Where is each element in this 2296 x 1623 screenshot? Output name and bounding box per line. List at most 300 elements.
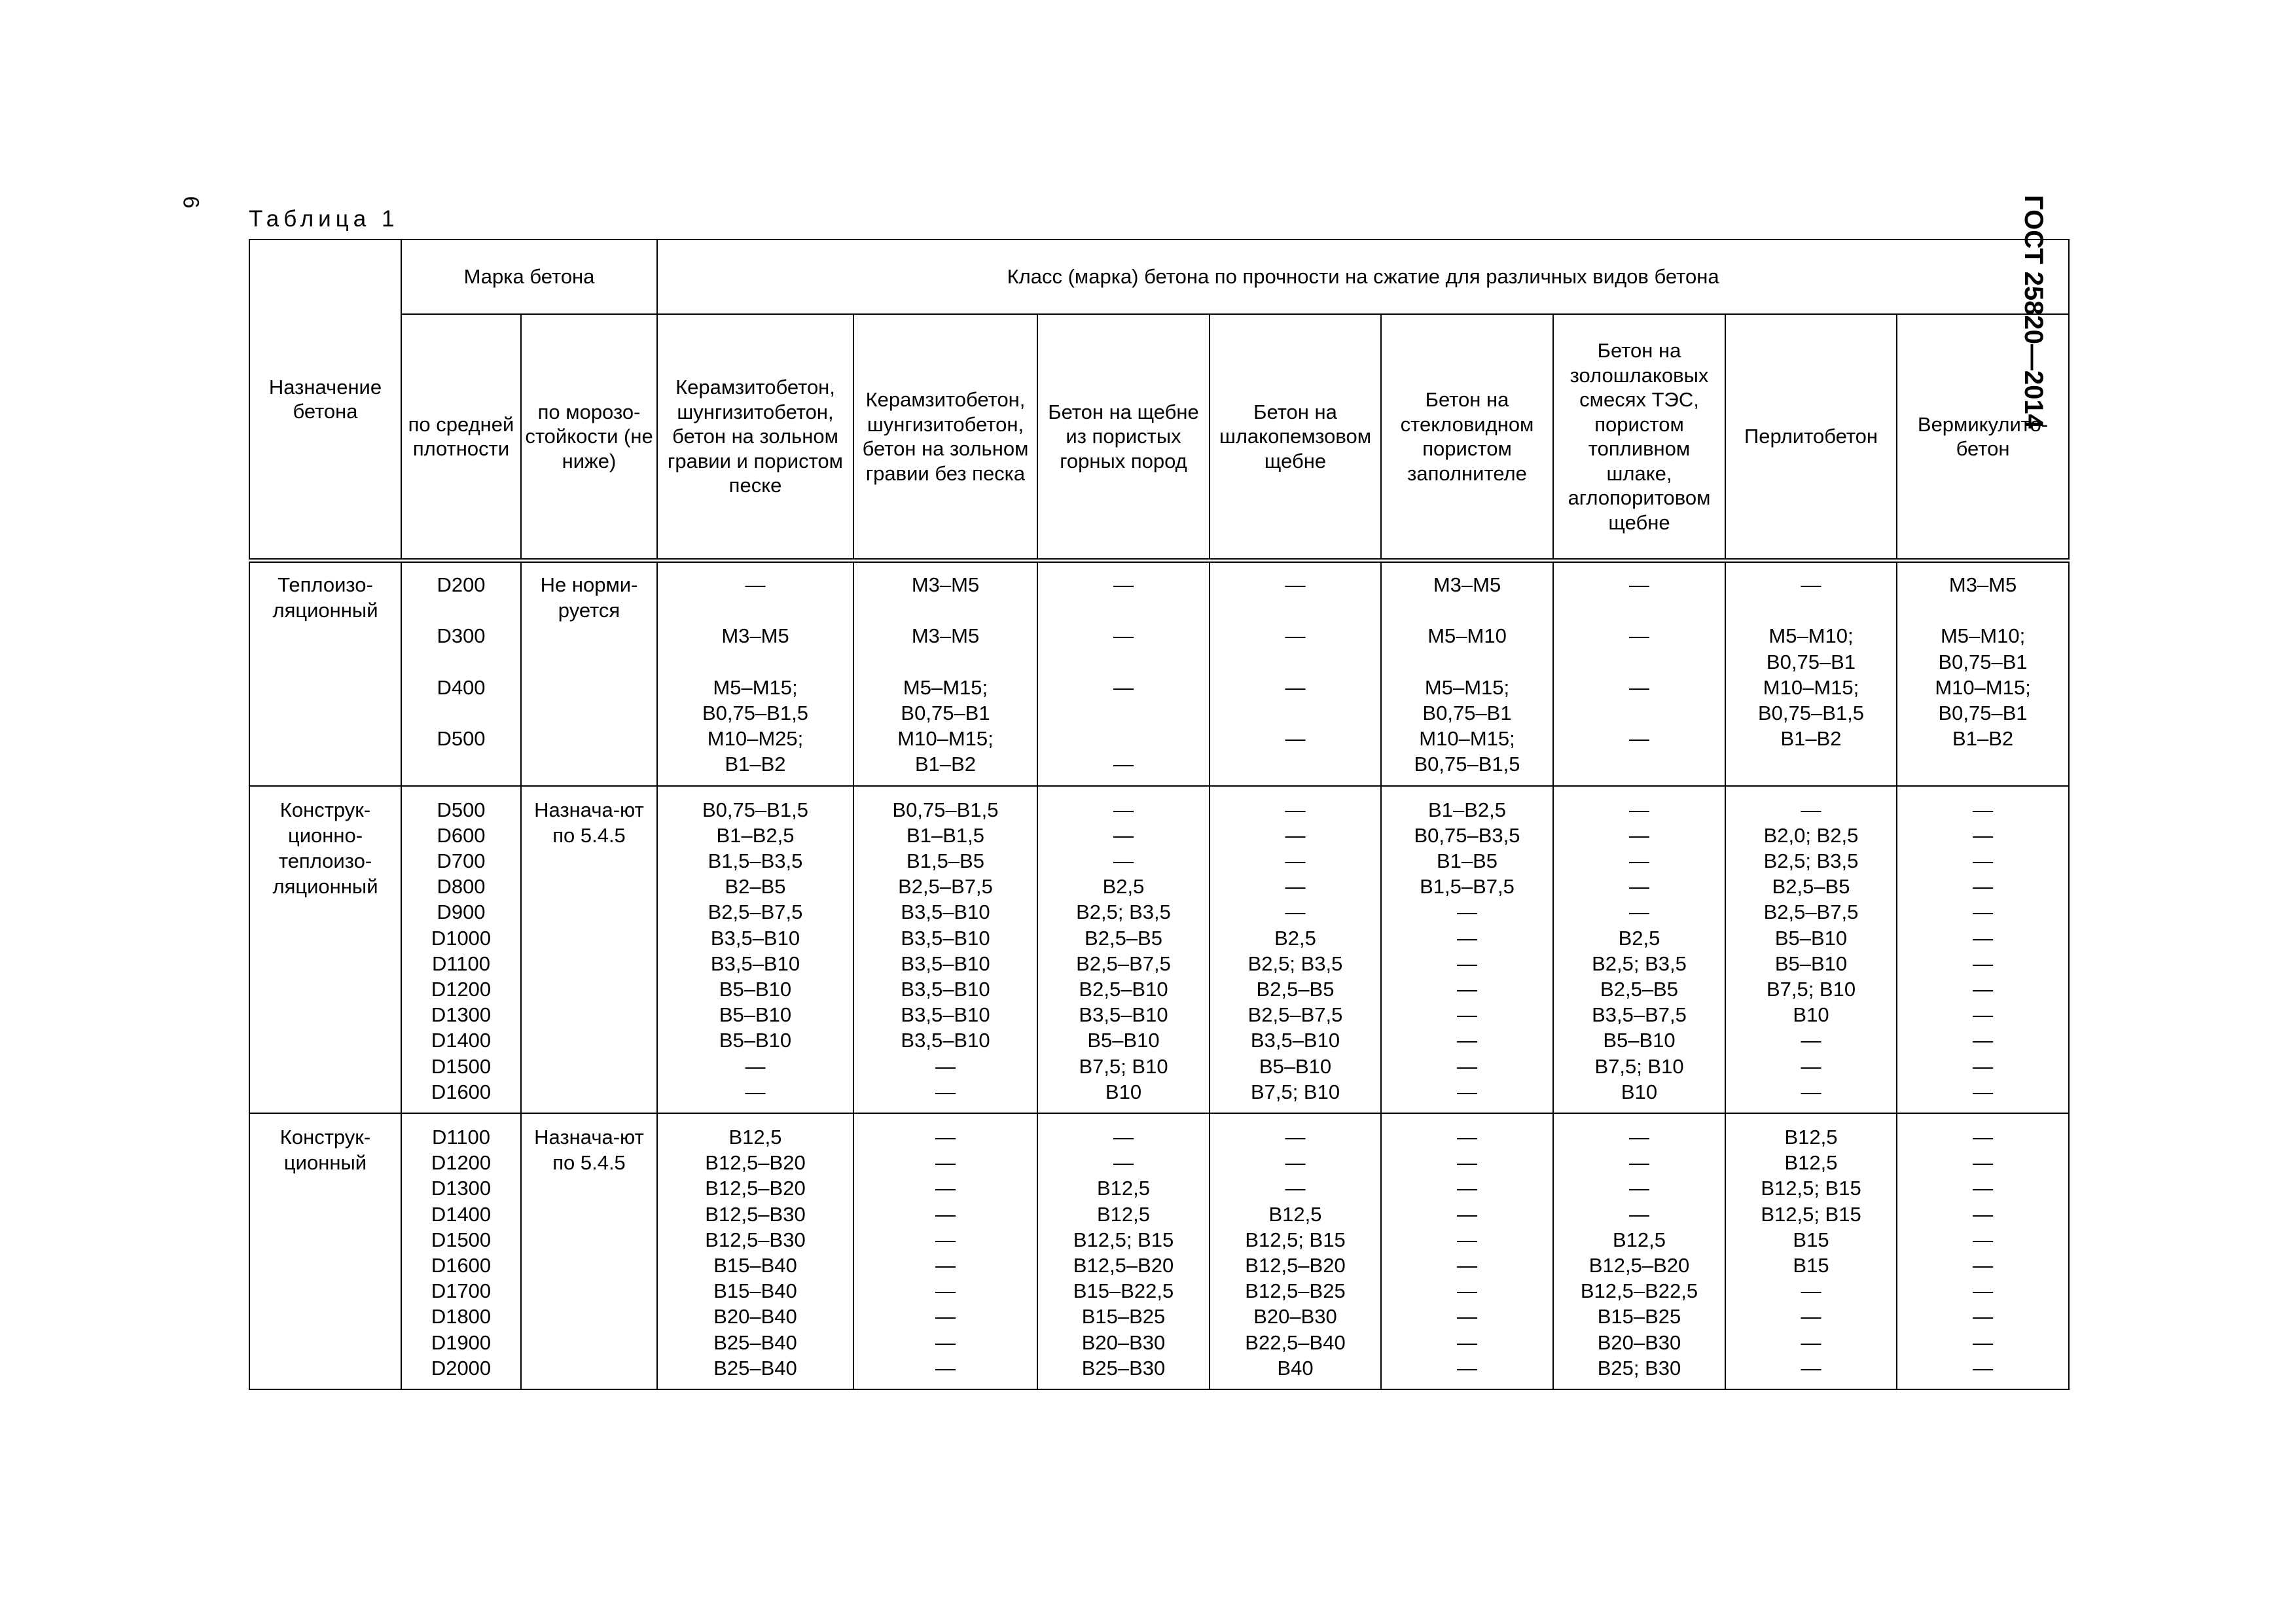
header-type-5: Бетон на стекловидном пористом заполнителе	[1381, 314, 1553, 561]
purpose-cell: Теплоизо-ляционный	[249, 561, 401, 786]
cell-value: D1400	[431, 1202, 492, 1226]
table-caption: Таблица 1	[249, 206, 399, 232]
cell-value: B2–B5	[725, 875, 786, 899]
cell-value: B20–B30	[1253, 1305, 1337, 1329]
cell-value: —	[1457, 901, 1478, 924]
cell-value: —	[1457, 926, 1478, 950]
cell-value: B12,5–B20	[1073, 1254, 1174, 1277]
cell-value: —	[1457, 978, 1478, 1001]
cell-value: —	[935, 1330, 956, 1354]
cell-value: D1500	[431, 1054, 492, 1078]
cell-value: —	[935, 1254, 956, 1277]
cell-value: B3,5–B10	[901, 978, 990, 1001]
strength-cell	[1725, 786, 1897, 1113]
cell-value: B20–B40	[713, 1305, 797, 1329]
cell-value: B1–B2	[1780, 727, 1842, 751]
cell-value: B5–B10	[719, 978, 792, 1001]
cell-value: M10–M25;	[707, 727, 804, 751]
cell-value: B2,5–B5	[1600, 978, 1678, 1001]
cell-value: B12,5	[1784, 1151, 1838, 1175]
cell-value: M3–M5	[721, 624, 789, 648]
cell-value: B0,75–B1	[1938, 650, 2028, 673]
strength-cell	[1897, 786, 2069, 1113]
cell-value: B2,5–B7,5	[708, 901, 803, 924]
blank-line	[1038, 649, 1209, 675]
cell-value: B12,5–B20	[705, 1177, 806, 1200]
cell-value: —	[1973, 901, 1994, 924]
strength-cell	[1725, 561, 1897, 786]
cell-value: —	[1285, 727, 1306, 751]
cell-value: B5–B10	[1774, 926, 1848, 950]
strength-cell	[1210, 1113, 1381, 1389]
cell-value: —	[1801, 1054, 1821, 1078]
cell-value: —	[1629, 849, 1650, 872]
cell-value: M10–M15;	[1935, 675, 2031, 699]
cell-value: B2,5–B7,5	[1763, 901, 1859, 924]
cell-value: B10	[1621, 1080, 1658, 1103]
strength-cell	[853, 786, 1037, 1113]
cell-value: —	[1457, 1202, 1478, 1226]
cell-value: —	[1973, 926, 1994, 950]
cell-value: —	[1457, 1080, 1478, 1103]
cell-value: —	[1973, 849, 1994, 872]
strength-cell	[1381, 561, 1553, 786]
cell-value: D1100	[431, 952, 491, 975]
cell-value: B1–B2	[725, 753, 786, 776]
header-purpose: Назначение бетона	[249, 240, 401, 561]
strength-cell	[1037, 561, 1210, 786]
cell-value: —	[1457, 1305, 1478, 1329]
blank-line	[1210, 700, 1380, 726]
cell-value: —	[1285, 1177, 1306, 1200]
cell-value: D800	[437, 875, 486, 899]
cell-value: B12,5–B25	[1245, 1279, 1346, 1303]
cell-value: B1–B2,5	[716, 823, 795, 847]
cell-value: D1400	[431, 1029, 492, 1052]
cell-value: B1,5–B3,5	[708, 849, 803, 872]
cell-value: —	[1973, 1003, 1994, 1027]
cell-value: M5–M10;	[1940, 624, 2026, 648]
cell-value: M3–M5	[911, 624, 980, 648]
cell-value: B0,75–B1,5	[892, 798, 999, 821]
cell-value: B2,5	[1102, 875, 1145, 899]
cell-value: B1–B1,5	[906, 823, 984, 847]
cell-value: D1900	[431, 1330, 492, 1354]
cell-value: B5–B10	[1774, 952, 1848, 975]
cell-value: B12,5–B30	[705, 1202, 806, 1226]
cell-value: —	[1973, 823, 1994, 847]
cell-value: B25–B40	[713, 1356, 797, 1380]
cell-value: B3,5–B10	[901, 1029, 990, 1052]
cell-value: M5–M10	[1427, 624, 1507, 648]
blank-line	[402, 597, 520, 623]
strength-cell	[1725, 1113, 1897, 1389]
blank-line	[1382, 649, 1552, 675]
cell-value: B7,5; B10	[1594, 1054, 1684, 1078]
cell-value: —	[1285, 624, 1306, 648]
density-cell	[401, 561, 521, 786]
header-type-2: Керамзитобетон, шунгизитобетон, бетон на зольном гравии без песка	[853, 314, 1037, 561]
blank-line	[1038, 700, 1209, 726]
cell-value: B3,5–B10	[710, 926, 800, 950]
blank-line	[658, 649, 853, 675]
cell-value: M10–M15;	[1419, 727, 1515, 751]
cell-value: B12,5	[1613, 1228, 1666, 1251]
cell-value: D1100	[431, 1126, 491, 1149]
cell-value: B12,5	[1268, 1202, 1322, 1226]
cell-value: B1–B5	[1436, 849, 1498, 872]
cell-value: B5–B10	[1603, 1029, 1676, 1052]
cell-value: —	[935, 1054, 956, 1078]
cell-value: —	[1973, 1228, 1994, 1251]
blank-line	[402, 649, 520, 675]
cell-value: B12,5	[1784, 1126, 1838, 1149]
cell-value: B3,5–B10	[901, 926, 990, 950]
cell-value: B3,5–B10	[901, 952, 990, 975]
cell-value: B0,75–B1,5	[1414, 753, 1520, 776]
cell-value: —	[1285, 875, 1306, 899]
cell-value: —	[1973, 798, 1994, 821]
cell-value: B3,5–B7,5	[1592, 1003, 1687, 1027]
cell-value: B5–B10	[1259, 1054, 1332, 1078]
blank-line	[1554, 700, 1725, 726]
cell-value: —	[1801, 1029, 1821, 1052]
strength-cell	[657, 786, 853, 1113]
cell-value: B15–B40	[713, 1279, 797, 1303]
cell-value: B7,5; B10	[1079, 1054, 1168, 1078]
strength-cell	[1553, 1113, 1725, 1389]
cell-value: B25; B30	[1597, 1356, 1681, 1380]
header-type-6: Бетон на золошлаковых смесях ТЭС, пористом топливном шлаке, аглопоритовом щебне	[1553, 314, 1725, 561]
cell-value: D1200	[431, 1151, 492, 1175]
cell-value: —	[1285, 1151, 1306, 1175]
cell-value: B2,5; B3,5	[1076, 901, 1171, 924]
cell-value: —	[1801, 573, 1821, 596]
cell-value: M5–M15;	[713, 675, 798, 699]
cell-value: B10	[1793, 1003, 1829, 1027]
cell-value: B12,5	[1097, 1202, 1151, 1226]
cell-value: —	[1629, 573, 1650, 596]
cell-value: —	[935, 1151, 956, 1175]
cell-value: D900	[437, 901, 486, 924]
header-grade-group: Марка бетона	[401, 240, 657, 314]
header-type-8: Вермикулито-бетон	[1897, 314, 2069, 561]
cell-value: —	[1113, 823, 1134, 847]
purpose-cell: Конструк-ционно-теплоизо-ляционный	[249, 786, 401, 1113]
cell-value: —	[1973, 978, 1994, 1001]
cell-value: B2,5–B7,5	[1076, 952, 1171, 975]
cell-value: —	[1113, 675, 1134, 699]
cell-value: B12,5–B20	[1245, 1254, 1346, 1277]
cell-value: B1–B2	[914, 753, 977, 776]
cell-value: —	[1113, 1151, 1134, 1175]
table-row	[249, 786, 2069, 1113]
frost-cell: Назнача-ют по 5.4.5	[521, 1113, 657, 1389]
cell-value: —	[1801, 1356, 1821, 1380]
cell-value: B0,75–B1	[1938, 702, 2028, 724]
cell-value: B12,5	[1097, 1177, 1151, 1200]
header-type-7: Перлитобетон	[1725, 314, 1897, 561]
cell-value: B25–B30	[1081, 1356, 1166, 1380]
cell-value: B15	[1793, 1228, 1829, 1251]
cell-value: D600	[437, 823, 486, 847]
cell-value: B1–B2,5	[1428, 798, 1506, 821]
cell-value: B12,5	[728, 1126, 782, 1149]
concrete-strength-table	[249, 239, 2070, 1390]
blank-line	[1554, 597, 1725, 623]
strength-cell	[1381, 1113, 1553, 1389]
cell-value: —	[1113, 849, 1134, 872]
blank-line	[1038, 597, 1209, 623]
cell-value: D1700	[431, 1279, 492, 1303]
cell-value: B12,5–B20	[1588, 1254, 1690, 1277]
cell-value: —	[1113, 1126, 1134, 1149]
cell-value: B3,5–B10	[1250, 1029, 1340, 1052]
table-row	[249, 1113, 2069, 1389]
cell-value: —	[1457, 1054, 1478, 1078]
cell-value: B0,75–B1,5	[702, 701, 809, 724]
strength-cell	[1897, 561, 2069, 786]
cell-value: —	[1457, 1254, 1478, 1277]
cell-value: —	[935, 1126, 956, 1149]
cell-value: —	[1801, 1305, 1821, 1329]
cell-value: —	[935, 1202, 956, 1226]
cell-value: M10–M15;	[897, 727, 994, 751]
cell-value: —	[1973, 875, 1994, 899]
cell-value: B15	[1793, 1254, 1829, 1277]
cell-value: B12,5–B30	[705, 1228, 806, 1251]
cell-value: B2,5–B5	[1772, 875, 1850, 899]
cell-value: B2,5	[1274, 926, 1316, 950]
blank-line	[658, 597, 853, 623]
cell-value: M3–M5	[911, 573, 980, 596]
cell-value: —	[1629, 875, 1650, 899]
cell-value: B25–B40	[713, 1330, 797, 1354]
cell-value: B12,5–B20	[705, 1151, 806, 1175]
cell-value: —	[1285, 849, 1306, 872]
cell-value: —	[1457, 1228, 1478, 1251]
cell-value: —	[1113, 798, 1134, 821]
cell-value: —	[1113, 753, 1134, 776]
cell-value: —	[1973, 1254, 1994, 1277]
blank-line	[402, 700, 520, 726]
cell-value: B2,5–B7,5	[1247, 1003, 1343, 1027]
cell-value: —	[1285, 573, 1306, 596]
strength-cell	[853, 561, 1037, 786]
cell-value: B0,75–B1,5	[1758, 702, 1865, 724]
blank-line	[1038, 726, 1209, 751]
blank-line	[854, 597, 1037, 623]
cell-value: —	[745, 1054, 766, 1078]
strength-cell	[1553, 561, 1725, 786]
cell-value: B2,5–B5	[1256, 978, 1335, 1001]
cell-value: B7,5; B10	[1766, 978, 1856, 1001]
strength-cell	[657, 1113, 853, 1389]
header-by-density: по средней плотности	[401, 314, 521, 561]
cell-value: B10	[1105, 1080, 1142, 1103]
cell-value: B7,5; B10	[1250, 1080, 1340, 1103]
cell-value: D1000	[431, 926, 492, 950]
cell-value: D400	[437, 675, 486, 699]
cell-value: B3,5–B10	[710, 952, 800, 975]
cell-value: B3,5–B10	[1079, 1003, 1168, 1027]
cell-value: —	[1457, 1177, 1478, 1200]
cell-value: M3–M5	[1433, 573, 1501, 596]
cell-value: —	[1457, 1279, 1478, 1303]
cell-value: B12,5; B15	[1245, 1228, 1346, 1251]
density-cell	[401, 786, 521, 1113]
cell-value: M3–M5	[1948, 573, 2017, 596]
cell-value: B3,5–B10	[901, 901, 990, 924]
cell-value: M5–M10;	[1768, 624, 1854, 648]
cell-value: B2,5–B7,5	[898, 875, 993, 899]
cell-value: M10–M15;	[1763, 675, 1859, 699]
cell-value: —	[1973, 1054, 1994, 1078]
cell-value: D200	[437, 573, 486, 596]
header-by-frost: по морозо-стойкости (не ниже)	[521, 314, 657, 561]
cell-value: —	[1973, 1305, 1994, 1329]
cell-value: —	[935, 1228, 956, 1251]
strength-cell	[1210, 786, 1381, 1113]
cell-value: D1300	[431, 1177, 492, 1200]
cell-value: B0,75–B1,5	[702, 798, 809, 821]
cell-value: M5–M15;	[903, 675, 988, 699]
cell-value: —	[1457, 1151, 1478, 1175]
cell-value: —	[1973, 1202, 1994, 1226]
cell-value: —	[1285, 798, 1306, 821]
cell-value: —	[1801, 1080, 1821, 1103]
cell-value: B0,75–B1	[901, 701, 990, 724]
header-type-3: Бетон на щебне из пористых горных пород	[1037, 314, 1210, 561]
density-cell	[401, 1113, 521, 1389]
cell-value: B1,5–B7,5	[1420, 875, 1515, 899]
cell-value: —	[1973, 1356, 1994, 1380]
cell-value: D300	[437, 624, 486, 648]
page-number: 6	[178, 196, 204, 209]
strength-cell	[1897, 1113, 2069, 1389]
cell-value: B3,5–B10	[901, 1003, 990, 1027]
blank-line	[854, 649, 1037, 675]
cell-value: B2,0; B2,5	[1763, 823, 1859, 847]
cell-value: —	[935, 1279, 956, 1303]
cell-value: B12,5; B15	[1073, 1228, 1174, 1251]
cell-value: —	[745, 573, 766, 596]
header-type-4: Бетон на шлакопемзовом щебне	[1210, 314, 1381, 561]
cell-value: —	[1285, 675, 1306, 699]
cell-value: D2000	[431, 1356, 492, 1380]
cell-value: —	[935, 1305, 956, 1329]
cell-value: B0,75–B1	[1422, 701, 1512, 724]
cell-value: —	[1285, 823, 1306, 847]
header-type-1: Керамзитобетон, шунгизитобетон, бетон на зольном гравии и пористом песке	[657, 314, 853, 561]
cell-value: —	[1457, 1029, 1478, 1052]
cell-value: B2,5–B5	[1085, 926, 1162, 950]
cell-value: B12,5; B15	[1761, 1202, 1861, 1226]
cell-value: B5–B10	[719, 1029, 792, 1052]
cell-value: B2,5	[1618, 926, 1660, 950]
cell-value: —	[1973, 1177, 1994, 1200]
cell-value: —	[1457, 1330, 1478, 1354]
cell-value: D1800	[431, 1305, 492, 1329]
cell-value: —	[1113, 573, 1134, 596]
strength-cell	[1210, 561, 1381, 786]
cell-value: B1,5–B5	[906, 849, 984, 872]
blank-line	[1382, 597, 1552, 623]
cell-value: —	[1113, 624, 1134, 648]
cell-value: —	[1973, 1151, 1994, 1175]
cell-value: —	[1629, 1151, 1650, 1175]
cell-value: —	[1457, 952, 1478, 975]
strength-cell	[853, 1113, 1037, 1389]
document-code: ГОСТ 25820—2014	[2019, 195, 2048, 429]
table-body	[249, 561, 2069, 1390]
cell-value: B20–B30	[1081, 1330, 1166, 1354]
cell-value: B12,5–B22,5	[1580, 1279, 1698, 1303]
cell-value: B20–B30	[1597, 1330, 1681, 1354]
cell-value: —	[1973, 1279, 1994, 1303]
blank-line	[1210, 649, 1380, 675]
strength-cell	[1553, 786, 1725, 1113]
cell-value: —	[1629, 624, 1650, 648]
cell-value: B0,75–B1	[1766, 650, 1856, 673]
cell-value: —	[1629, 1126, 1650, 1149]
cell-value: B15–B25	[1081, 1305, 1166, 1329]
cell-value: D1300	[431, 1003, 492, 1027]
cell-value: —	[1457, 1126, 1478, 1149]
cell-value: —	[1457, 1356, 1478, 1380]
blank-line	[1726, 597, 1896, 623]
cell-value: B0,75–B3,5	[1414, 823, 1520, 847]
cell-value: B5–B10	[719, 1003, 792, 1027]
cell-value: M5–M15;	[1424, 675, 1510, 699]
cell-value: —	[1973, 1029, 1994, 1052]
cell-value: —	[1629, 1177, 1650, 1200]
cell-value: —	[1285, 901, 1306, 924]
blank-line	[1210, 597, 1380, 623]
cell-value: —	[1801, 1330, 1821, 1354]
cell-value: B2,5; B3,5	[1763, 849, 1859, 872]
cell-value: —	[1285, 1126, 1306, 1149]
cell-value: —	[1973, 1126, 1994, 1149]
cell-value: —	[935, 1080, 956, 1103]
cell-value: —	[1457, 1003, 1478, 1027]
strength-cell	[1037, 1113, 1210, 1389]
cell-value: D500	[437, 798, 486, 821]
cell-value: —	[1629, 1202, 1650, 1226]
cell-value: —	[1973, 1330, 1994, 1354]
cell-value: —	[1629, 901, 1650, 924]
cell-value: B2,5–B10	[1079, 978, 1168, 1001]
cell-value: —	[1629, 675, 1650, 699]
cell-value: —	[935, 1177, 956, 1200]
cell-value: B22,5–B40	[1245, 1330, 1346, 1354]
cell-value: B15–B40	[713, 1254, 797, 1277]
cell-value: B40	[1277, 1356, 1314, 1380]
strength-cell	[1381, 786, 1553, 1113]
strength-cell	[1037, 786, 1210, 1113]
cell-value: D1200	[431, 978, 492, 1001]
cell-value: B12,5; B15	[1761, 1177, 1861, 1200]
cell-value: B2,5; B3,5	[1247, 952, 1343, 975]
cell-value: —	[1801, 1279, 1821, 1303]
cell-value: D700	[437, 849, 486, 872]
cell-value: D500	[437, 727, 486, 751]
cell-value: —	[1629, 798, 1650, 821]
cell-value: —	[1801, 798, 1821, 821]
cell-value: —	[1629, 823, 1650, 847]
cell-value: D1600	[431, 1254, 492, 1277]
cell-value: D1500	[431, 1228, 492, 1251]
